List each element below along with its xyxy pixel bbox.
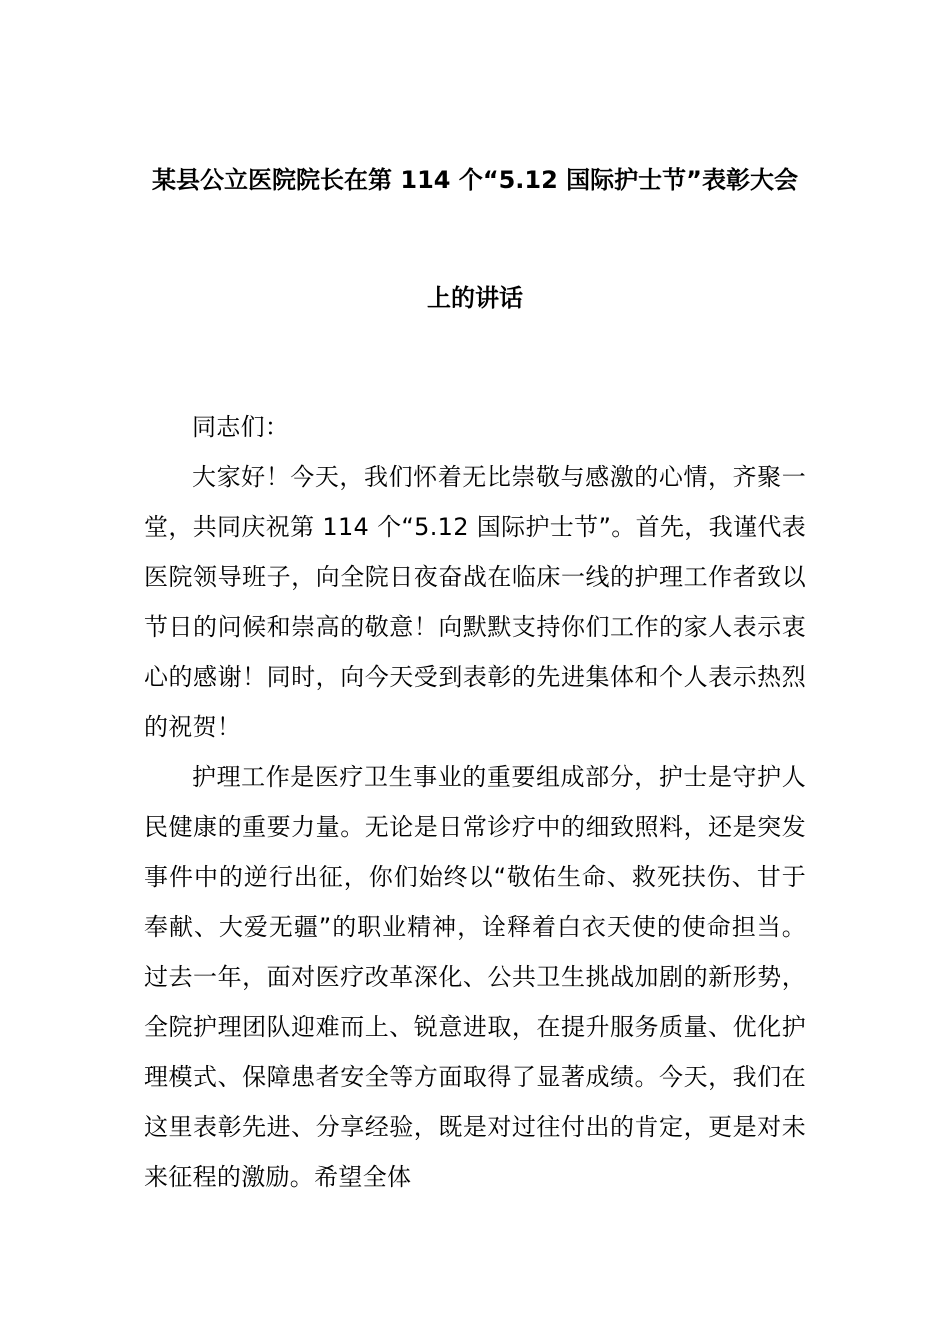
document-title-line-2: 上的讲话 (427, 284, 523, 312)
paragraph-2: 护理工作是医疗卫生事业的重要组成部分，护士是守护人民健康的重要力量。无论是日常诊疗中的细致照料，还是突发事件中的逆行出征，你们始终以“敬佑生命、救死扶伤、甘于奉献、大爱无疆”的职业精神，诠释着白衣天使的使命担当。过去一年，面对医疗改革深化、公共卫生挑战加剧的新形势，全院护理团队迎难而上、锐意进取，在提升服务质量、优化护理模式、保障患者安全等方面取得了显著成绩。今天，我们在这里表彰先进、分享经验，既是对过往付出的肯定，更是对未来征程的激励。希望全体 (144, 763, 806, 1191)
salutation: 同志们： (192, 413, 290, 441)
document-body (144, 402, 806, 1202)
paragraph-1: 大家好！今天，我们怀着无比崇敬与感激的心情，齐聚一堂，共同庆祝第 114 个“5.12 国际护士节”。首先，我谨代表医院领导班子，向全院日夜奋战在临床一线的护理工作者致以节日的问候和崇高的敬意！向默默支持你们工作的家人表示衷心的感谢！同时，向今天受到表彰的先进集体和个人表示热烈的祝贺！ (144, 463, 806, 741)
document-title-line-1: 某县公立医院院长在第 114 个“5.12 国际护士节”表彰大会 (152, 166, 798, 194)
